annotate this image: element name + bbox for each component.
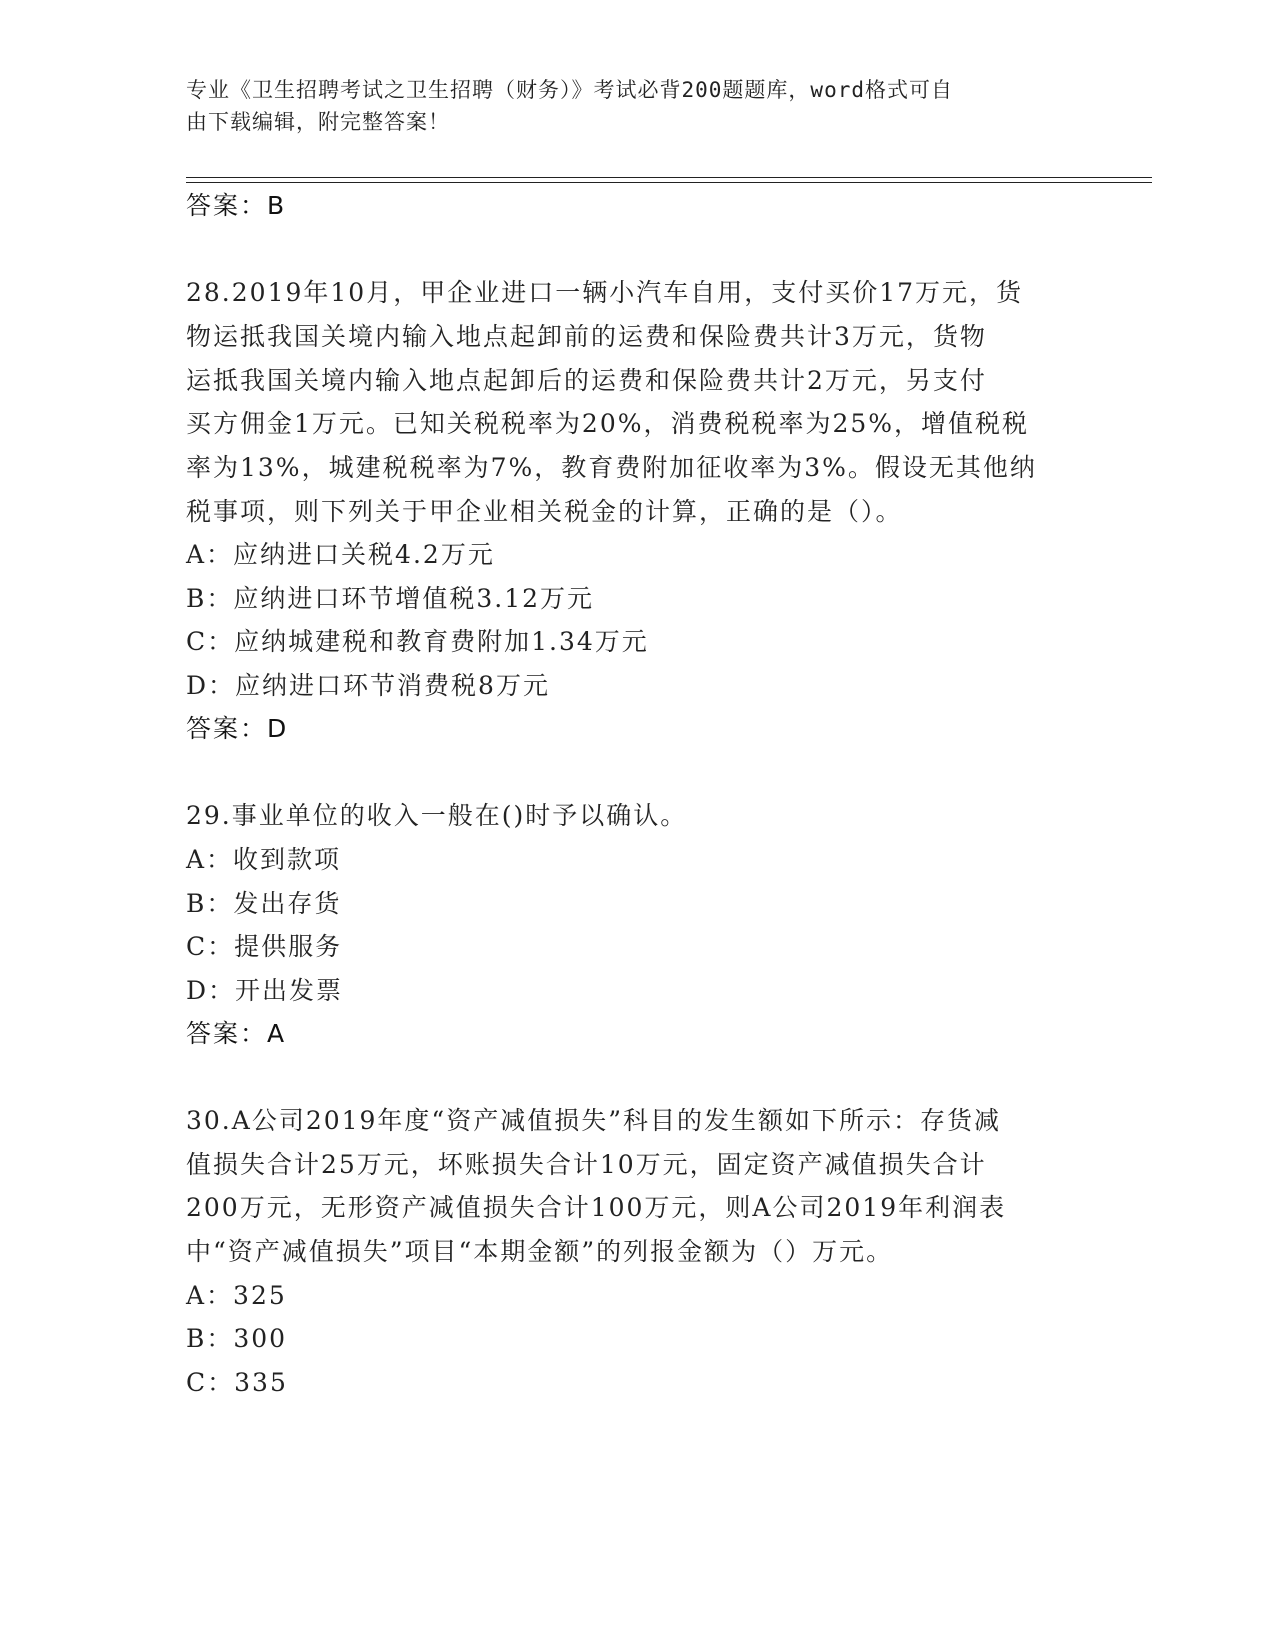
question-line: 值损失合计25万元，坏账损失合计10万元，固定资产减值损失合计 (186, 1150, 987, 1179)
question-line: 买方佣金1万元。已知关税税率为20%，消费税税率为25%，增值税税 (186, 409, 1030, 438)
question-line: 物运抵我国关境内输入地点起卸前的运费和保险费共计3万元，货物 (186, 322, 987, 351)
header-line-1: 专业《卫生招聘考试之卫生招聘（财务）》考试必背200题题库，word格式可自 (186, 78, 953, 102)
previous-answer: 答案：B (186, 191, 287, 220)
question-line: 税事项，则下列关于甲企业相关税金的计算，正确的是（）。 (186, 497, 903, 526)
option-d: D：开出发票 (186, 976, 344, 1005)
option-b: B：300 (186, 1324, 288, 1353)
option-c: C：335 (186, 1368, 288, 1397)
question-line: 29.事业单位的收入一般在()时予以确认。 (186, 801, 688, 830)
option-d: D：应纳进口环节消费税8万元 (186, 671, 550, 700)
question-line: 200万元，无形资产减值损失合计100万元，则A公司2019年利润表 (186, 1193, 1007, 1222)
option-b: B：应纳进口环节增值税3.12万元 (186, 584, 595, 613)
answer: 答案：D (186, 714, 289, 743)
document-header (186, 74, 1066, 138)
question-line: 28.2019年10月，甲企业进口一辆小汽车自用，支付买价17万元，货 (186, 278, 1024, 307)
header-line-2: 由下载编辑，附完整答案！ (186, 110, 450, 134)
option-a: A：325 (186, 1281, 287, 1310)
header-divider-top (186, 177, 1152, 178)
question-line: 率为13%，城建税税率为7%，教育费附加征收率为3%。假设无其他纳 (186, 453, 1037, 482)
question-line: 30.A公司2019年度“资产减值损失”科目的发生额如下所示：存货减 (186, 1106, 1001, 1135)
question-line: 运抵我国关境内输入地点起卸后的运费和保险费共计2万元，另支付 (186, 366, 987, 395)
option-b: B：发出存货 (186, 889, 342, 918)
option-a: A：应纳进口关税4.2万元 (186, 540, 495, 569)
question-line: 中“资产减值损失”项目“本期金额”的列报金额为（）万元。 (186, 1237, 894, 1266)
option-c: C：应纳城建税和教育费附加1.34万元 (186, 627, 649, 656)
header-divider-bottom (186, 182, 1152, 183)
option-a: A：收到款项 (186, 845, 342, 874)
answer: 答案：A (186, 1019, 287, 1048)
option-c: C：提供服务 (186, 932, 343, 961)
